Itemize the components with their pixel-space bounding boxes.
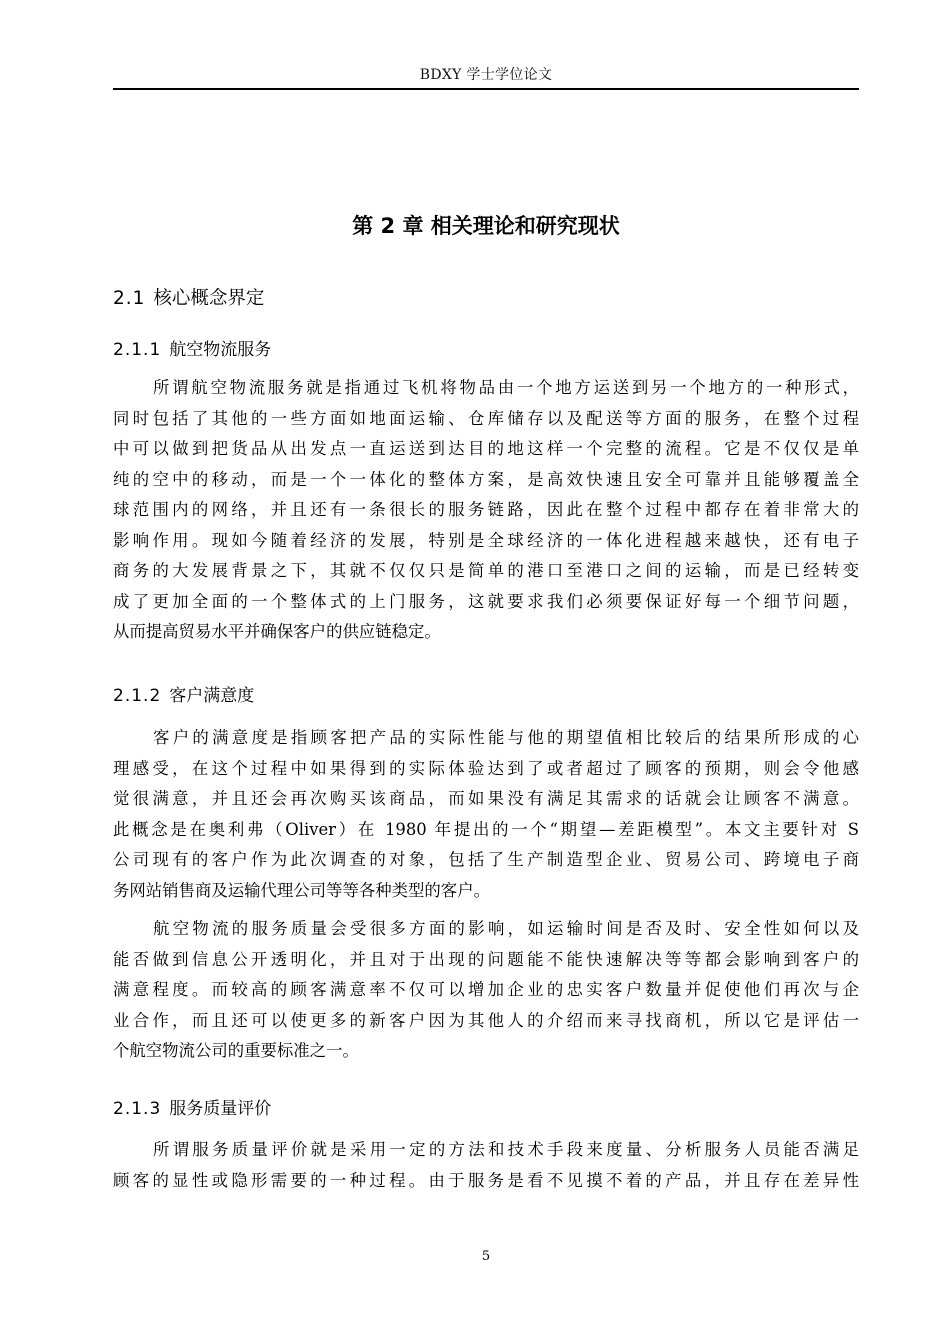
paragraph-line: 满意程度。而较高的顾客满意率不仅可以增加企业的忠实客户数量并促使他们再次与企 (113, 980, 859, 999)
header-rule (113, 88, 859, 90)
section-heading-2-1 (113, 287, 264, 311)
section-title: 核心概念界定 (153, 288, 265, 309)
paragraph-line: 商务的大发展背景之下，其就不仅仅只是简单的港口至港口之间的运输，而是已经转变 (113, 561, 859, 580)
paragraph-line: 个航空物流公司的重要标准之一。 (113, 1041, 359, 1060)
paragraph-line: 公司现有的客户作为此次调查的对象，包括了生产制造型企业、贸易公司、跨境电子商 (113, 850, 859, 869)
paragraph-line: 理感受，在这个过程中如果得到的实际体验达到了或者超过了顾客的预期，则会令他感 (113, 758, 859, 778)
paragraph-line: 纯的空中的移动，而是一个一体化的整体方案，是高效快速且安全可靠并且能够覆盖全 (113, 469, 859, 489)
paragraph-line: 球范围内的网络，并且还有一条很长的服务链路，因此在整个过程中都存在着非常大的 (113, 500, 859, 519)
paragraph-line: 航空物流的服务质量会受很多方面的影响，如运输时间是否及时、安全性如何以及 (153, 919, 859, 938)
paragraph-2-1-1-1 (113, 373, 859, 648)
paragraph-line: 成了更加全面的一个整体式的上门服务，这就要求我们必须要保证好每一个细节问题， (113, 591, 859, 611)
section-title: 航空物流服务 (169, 340, 272, 360)
section-title: 客户满意度 (169, 686, 255, 706)
section-heading-2-1-3 (113, 1097, 271, 1121)
paragraph-line: 所谓服务质量评价就是采用一定的方法和技术手段来度量、分析服务人员能否满足 (153, 1140, 859, 1159)
paragraph-2-1-2-1 (113, 723, 859, 906)
paragraph-line: 影响作用。现如今随着经济的发展，特别是全球经济的一体化进程越来越快，还有电子 (113, 530, 859, 550)
section-number: 2.1.2 (113, 686, 162, 706)
paragraph-line: 从而提高贸易水平并确保客户的供应链稳定。 (113, 622, 441, 641)
running-header: BDXY 学士学位论文 (419, 67, 553, 83)
paragraph-line: 同时包括了其他的一些方面如地面运输、仓库储存以及配送等方面的服务，在整个过程 (113, 408, 859, 428)
paragraph-line: 务网站销售商及运输代理公司等等各种类型的客户。 (113, 880, 490, 900)
section-heading-2-1-1 (113, 338, 271, 362)
section-number: 2.1.3 (113, 1099, 162, 1119)
section-heading-2-1-2 (113, 684, 254, 708)
chapter-title: 第 2 章 相关理论和研究现状 (352, 214, 620, 238)
paragraph-2-1-2-2 (113, 914, 859, 1067)
paragraph-line: 所谓航空物流服务就是指通过飞机将物品由一个地方运送到另一个地方的一种形式， (153, 378, 859, 397)
paragraph-line: 中可以做到把货品从出发点一直运送到达目的地这样一个完整的流程。它是不仅仅是单 (113, 439, 859, 458)
section-number: 2.1 (113, 288, 146, 309)
section-title: 服务质量评价 (169, 1099, 272, 1119)
paragraph-line: 业合作，而且还可以使更多的新客户因为其他人的介绍而来寻找商机，所以它是评估一 (113, 1010, 859, 1030)
page-number: 5 (481, 1249, 491, 1264)
paragraph-2-1-3-1 (113, 1135, 859, 1196)
paragraph-line: 觉很满意，并且还会再次购买该商品，而如果没有满足其需求的话就会让顾客不满意。 (113, 789, 859, 808)
paragraph-line: 顾客的显性或隐形需要的一种过程。由于服务是看不见摸不着的产品，并且存在差异性 (113, 1170, 859, 1190)
paragraph-line: 客户的满意度是指顾客把产品的实际性能与他的期望值相比较后的结果所形成的心 (153, 728, 859, 747)
paragraph-line: 此概念是在奥利弗（Oliver）在 1980 年提出的一个“期望—差距模型”。本文主要针对 S (113, 819, 859, 839)
section-number: 2.1.1 (113, 340, 162, 360)
paragraph-line: 能否做到信息公开透明化，并且对于出现的问题能不能快速解决等等都会影响到客户的 (113, 949, 859, 969)
